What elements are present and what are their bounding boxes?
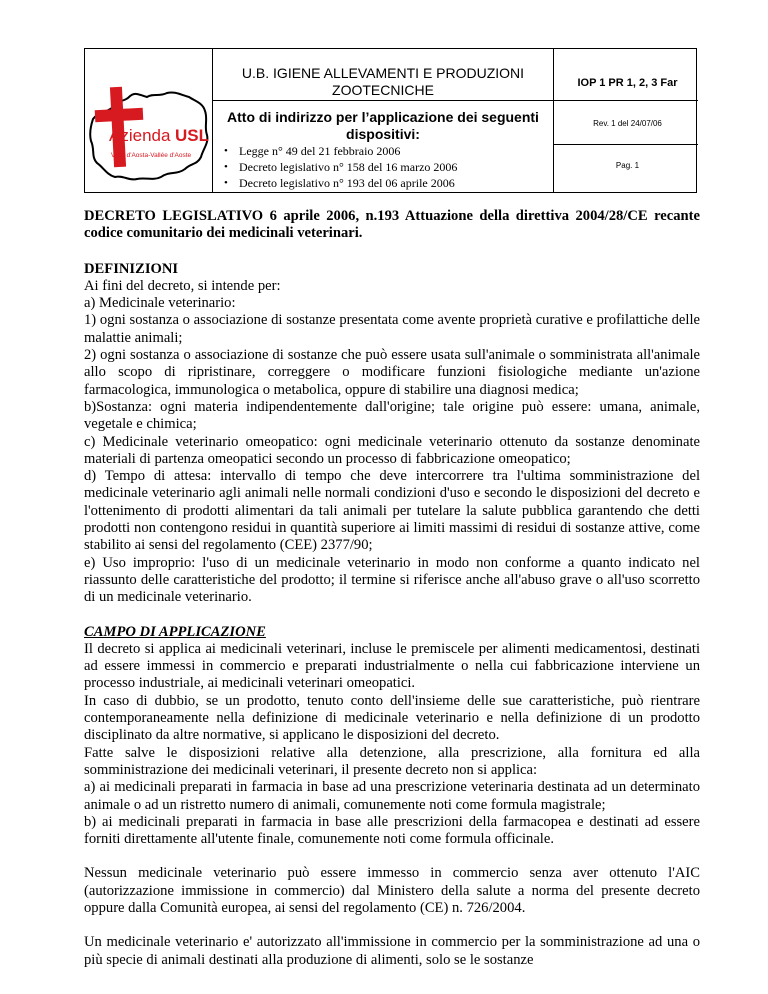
paragraph-last: Un medicinale veterinario e' autorizzato all'immissione in commercio per la somministrazione ad una o più specie di animali destinati alla produzione di alimenti, solo se le sostanze [84, 934, 700, 968]
paragraph: a) ai medicinali preparati in farmacia in base ad una prescrizione veterinaria destinata ad un determinato animale o ad un ristretto numero di animali, comunemente noti come formula magistrale; [84, 779, 700, 813]
header-divider [553, 49, 554, 192]
paragraph: 2) ogni sostanza o associazione di sostanze che può essere usata sull'animale o somministrata all'animale allo scopo di ripristinare, correggere o modificare funzioni fisiologiche mediante un'azione farmacologica, immunologica o metabolica, oppure di stabilire una diagnosi medica; [84, 347, 700, 398]
paragraph: e) Uso improprio: l'uso di un medicinale veterinario in modo non conforme a quanto indicato nel riassunto delle caratteristiche del prodotto; il termine si riferisce anche all'abuso grave o all'uso scorretto di un medicinale veterinario. [84, 554, 700, 606]
header-table [84, 48, 697, 193]
unit-title: U.B. IGIENE ALLEVAMENTI E PRODUZIONI ZOOTECNICHE [241, 65, 525, 98]
section-heading-definizioni: DEFINIZIONI [84, 260, 179, 277]
document-page [84, 48, 700, 193]
header-divider [212, 49, 213, 192]
paragraph: d) Tempo di attesa: intervallo di tempo che deve intercorrere tra l'ultima somministrazione del medicinale veterinario agli animali nelle normali condizioni d'uso e secondo le disposizioni del decreto e l'ottenimento di prodotti alimentari da tali animali per tutelare la salute pubblica garantendo che detti prodotti non contengono residui in quantità superiore ai limiti massimi di residui di sostanze attive, come stabilito ai sensi del regolamento (CEE) 2377/90; [84, 468, 700, 554]
paragraph-aic: Nessun medicinale veterinario può essere immesso in commercio senza aver ottenuto l'AIC (autorizzazione immissione in commercio) dal Ministero della salute a norma del presente decreto oppure dalla Comunità europea, ai sensi del regolamento (CE) n. 726/2004. [84, 865, 700, 916]
page-number: Pag. 1 [615, 161, 640, 170]
law-item: • Decreto legislativo n° 158 del 16 marzo 2006 [215, 159, 457, 175]
paragraph: b) ai medicinali preparati in farmacia in base alle prescrizioni della farmacopea e destinati ad essere forniti direttamente all'utente finale, comunemente noti come formula officinale. [84, 813, 700, 848]
law-item: • Legge n° 49 del 21 febbraio 2006 [215, 143, 457, 159]
section-heading-campo: CAMPO DI APPLICAZIONE [84, 623, 266, 640]
revision-label: Rev. 1 del 24/07/06 [593, 119, 662, 128]
document-code: IOP 1 PR 1, 2, 3 Far [577, 77, 678, 89]
logo-name-text: Azienda [109, 126, 171, 145]
azienda-usl-logo [87, 67, 211, 192]
paragraph: c) Medicinale veterinario omeopatico: ogni medicinale veterinario ottenuto da sostanze denominate materiali di partenza omeopatici secondo un processo di fabbricazione omeopatico; [84, 433, 700, 467]
paragraph: In caso di dubbio, se un prodotto, tenuto conto dell'insieme delle sue caratteristiche, può rientrare contemporaneamente nella definizione di medicinale veterinario e nella definizione di un prodotto disciplinato da altre normative, si applicano le disposizioni del decreto. [84, 692, 700, 744]
document-body [84, 208, 700, 969]
paragraph: Fatte salve le disposizioni relative alla detenzione, alla prescrizione, alla fornitura ed alla somministrazione dei medicinali veterinari, il presente decreto non si applica: [84, 744, 700, 778]
atto-title: Atto di indirizzo per l’applicazione dei seguenti dispositivi: [227, 109, 539, 142]
paragraph: Ai fini del decreto, si intende per: [84, 277, 281, 294]
paragraph: a) Medicinale veterinario: [84, 295, 236, 312]
logo-subtitle-text: Valle d'Aosta-Vallée d'Aoste [110, 152, 192, 159]
paragraph: 1) ogni sostanza o associazione di sostanze presentata come avente proprietà curative e profilattiche delle malattie animali; [84, 312, 700, 346]
paragraph: Il decreto si applica ai medicinali veterinari, incluse le premiscele per alimenti medicamentosi, destinati ad essere immessi in commercio e preparati industrialmente o nella cui fabbricazione interviene un processo industriale, ai medicinali veterinari omeopatici. [84, 640, 700, 692]
paragraph: b)Sostanza: ogni materia indipendentemente dall'origine; tale origine può essere: umana, animale, vegetale e chimica; [84, 398, 700, 433]
header-divider [212, 100, 553, 101]
header-divider [553, 100, 698, 101]
law-list [215, 143, 457, 191]
law-item: • Decreto legislativo n° 193 del 06 aprile 2006 [215, 175, 457, 191]
header-divider [553, 144, 698, 145]
logo-name-bold-text: USL [175, 126, 209, 145]
document-title: DECRETO LEGISLATIVO 6 aprile 2006, n.193 Attuazione della direttiva 2004/28/CE recante codice comunitario dei medicinali veterinari. [84, 208, 700, 242]
